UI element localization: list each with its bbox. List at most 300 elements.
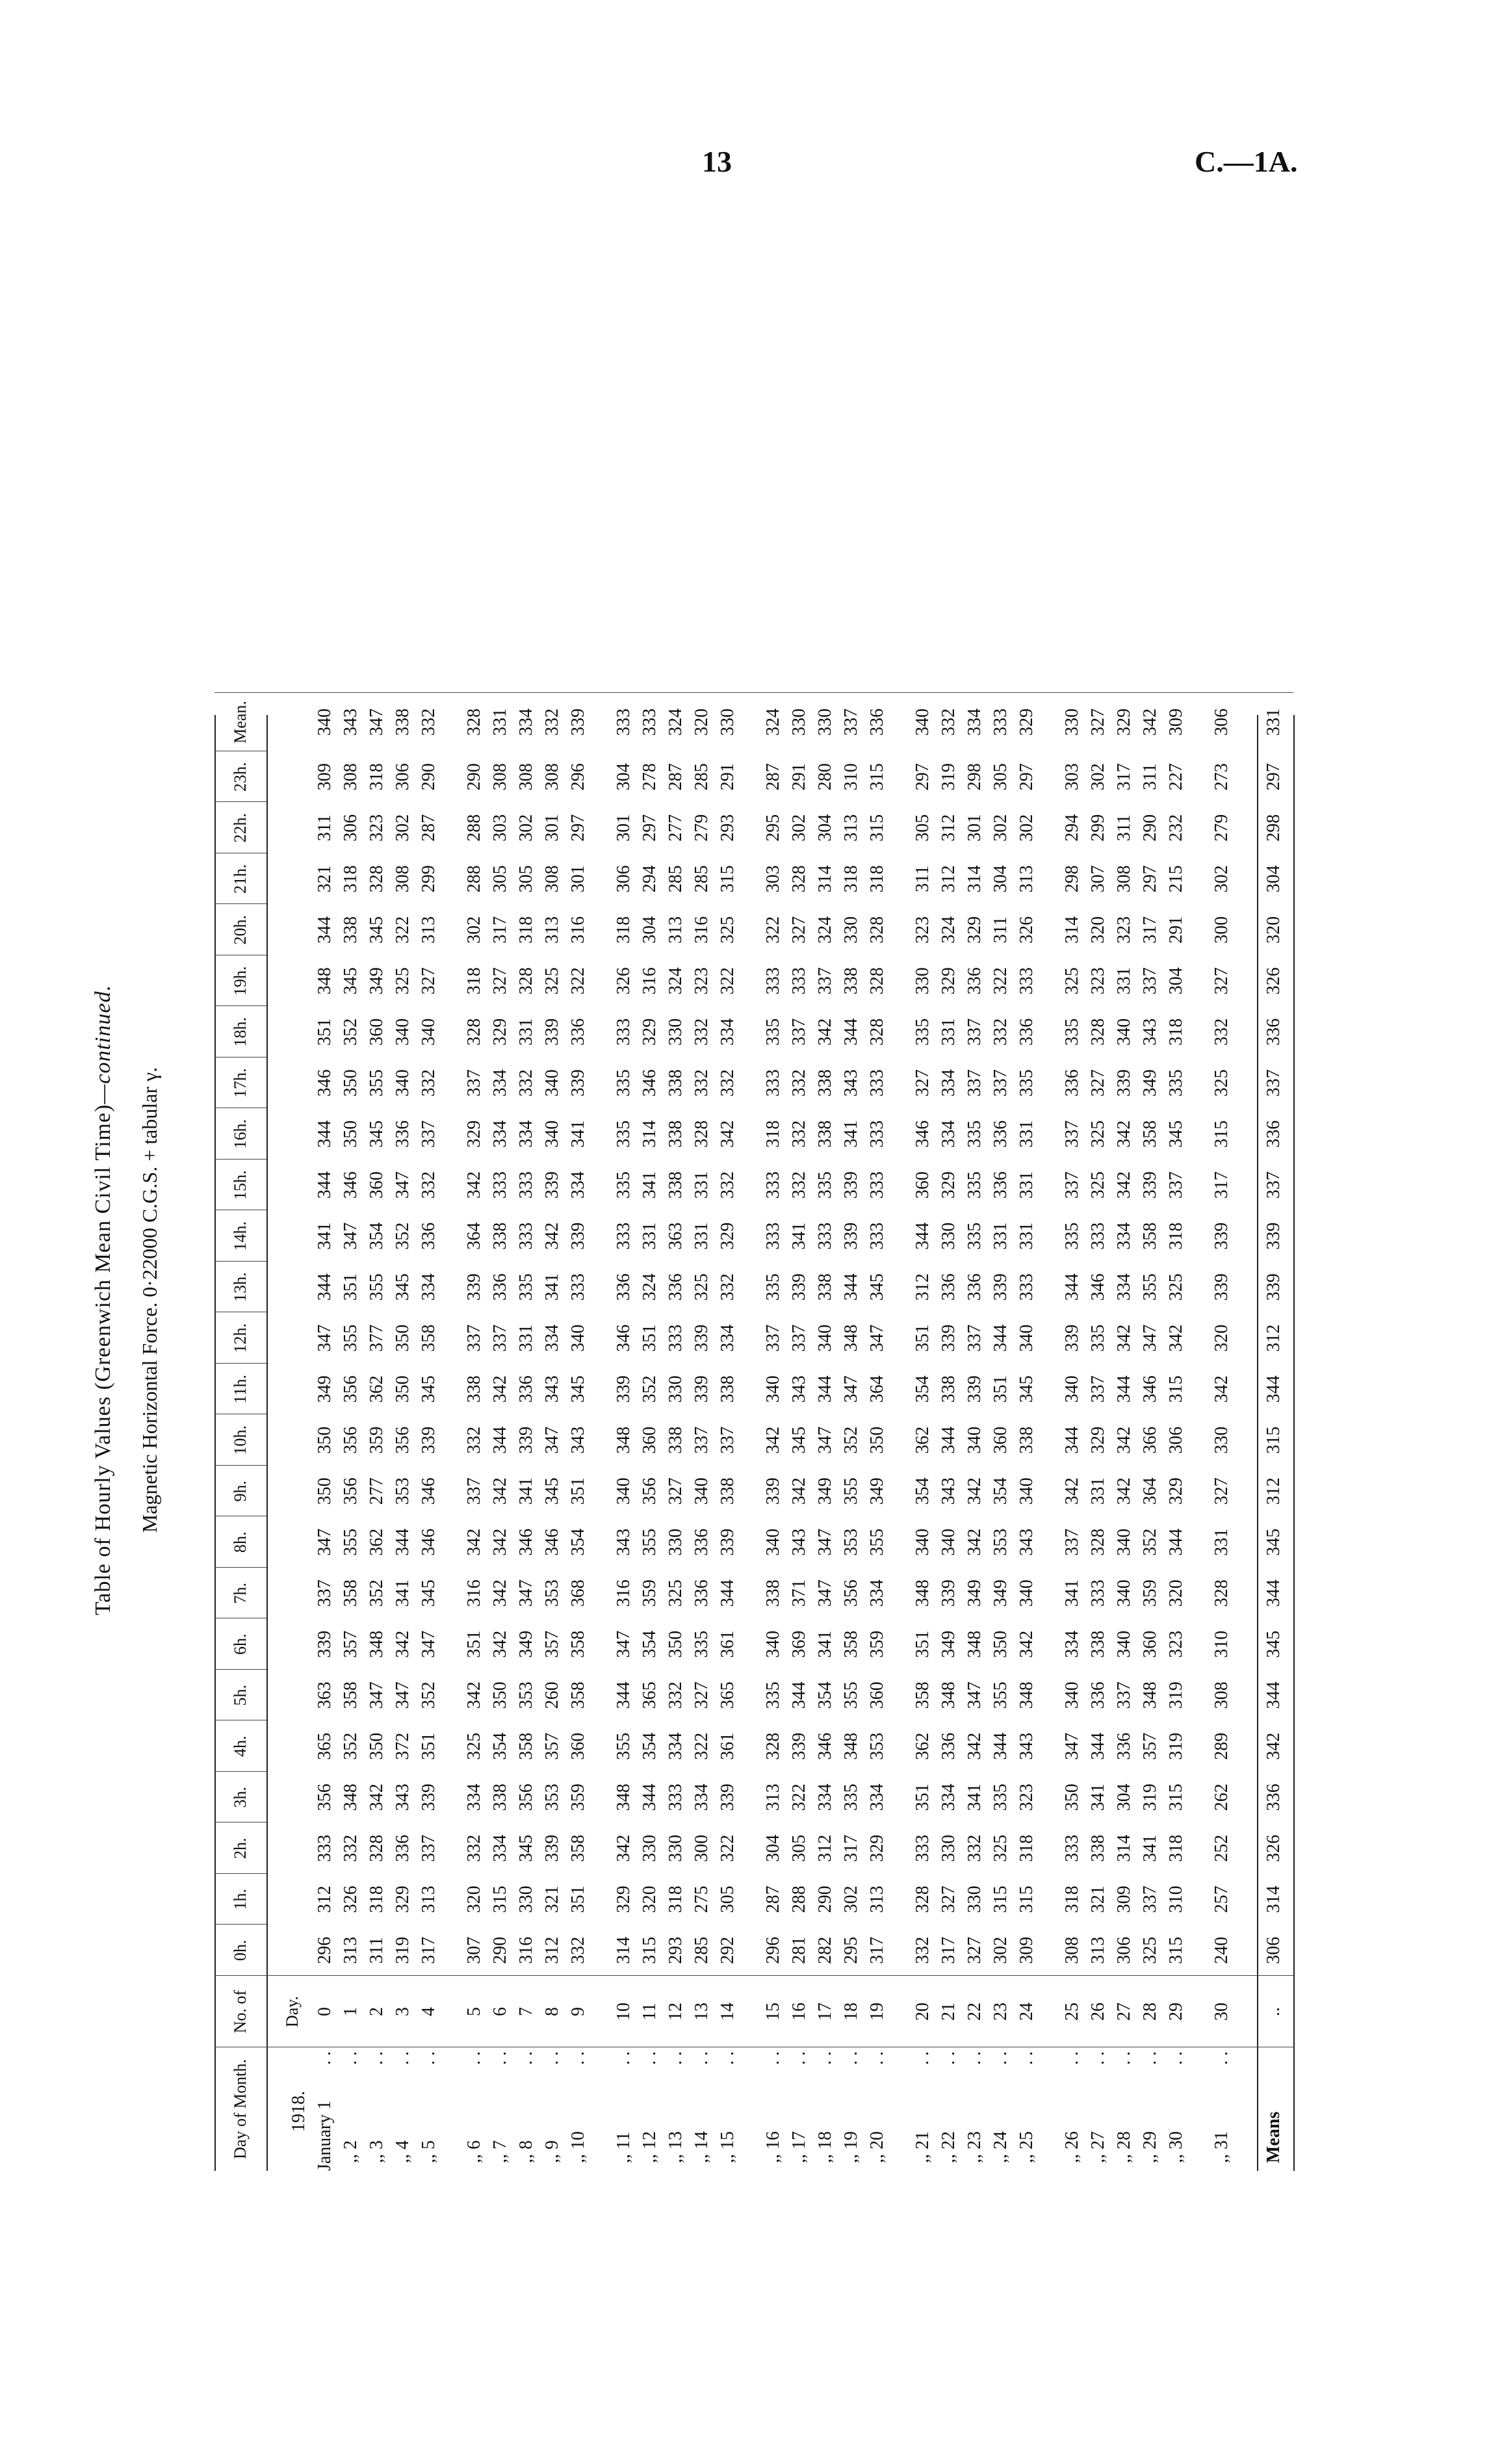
table-cell: 342 (464, 1681, 484, 1709)
means-cell: 297 (1263, 763, 1284, 791)
leader-dots: . . (913, 2051, 933, 2065)
table-cell: 346 (341, 1171, 361, 1199)
table-cell: 342 (1114, 1426, 1134, 1454)
table-cell: 333 (315, 1834, 335, 1862)
table-cell: 349 (867, 1477, 887, 1505)
table-cell: 341 (789, 1222, 809, 1250)
column-header: 8h. (231, 1531, 250, 1553)
column-header: 15h. (231, 1170, 250, 1200)
table-cell: 344 (315, 1171, 335, 1199)
table-cell: 355 (367, 1069, 387, 1097)
table-cell: 315 (991, 1886, 1011, 1913)
table-cell: 364 (1140, 1477, 1160, 1505)
table-cell: 333 (763, 1222, 783, 1250)
leader-dots: . . (1088, 2051, 1108, 2065)
table-cell: 321 (1088, 1886, 1108, 1913)
table-cell: 301 (542, 814, 562, 842)
table-cell: 344 (1114, 1375, 1134, 1403)
table-cell: 356 (393, 1426, 413, 1454)
column-header: No. of Day. (231, 1990, 302, 2034)
table-cell: 351 (913, 1630, 933, 1658)
table-cell: 329 (640, 1018, 660, 1046)
table-cell: 332 (692, 1069, 712, 1097)
table-cell: 347 (341, 1222, 361, 1250)
leader-dots: . . (367, 2051, 387, 2065)
column-header: 10h. (231, 1425, 250, 1455)
table-cell: 355 (614, 1732, 634, 1760)
table-cell: 330 (640, 1834, 660, 1862)
table-cell: 287 (419, 814, 439, 842)
means-cell: 336 (1263, 1120, 1284, 1148)
table-cell: 347 (315, 1528, 335, 1556)
table-cell: 349 (367, 967, 387, 995)
table-cell: 340 (1016, 1477, 1037, 1505)
table-cell: 303 (1062, 763, 1082, 791)
table-cell: 323 (1114, 916, 1134, 944)
table-cell: 336 (1088, 1681, 1108, 1709)
table-cell: 303 (763, 865, 783, 893)
table-cell: 334 (939, 1783, 959, 1811)
table-cell: 320 (1088, 916, 1108, 944)
table-cell: 329 (1114, 708, 1134, 736)
table-cell: 315 (640, 1936, 660, 1964)
means-cell: 336 (1263, 1783, 1284, 1811)
table-cell: 275 (692, 1886, 712, 1913)
table-cell: 344 (1166, 1528, 1186, 1556)
table-cell: 285 (692, 1936, 712, 1964)
table-cell: 336 (991, 1171, 1011, 1199)
table-cell: 345 (419, 1375, 439, 1403)
table-cell: 348 (841, 1732, 861, 1760)
table-cell: 302 (1211, 865, 1232, 893)
table-cell: 353 (516, 1681, 536, 1709)
table-cell: 358 (341, 1681, 361, 1709)
table-cell: 334 (542, 1324, 562, 1352)
table-cell: 309 (1016, 1936, 1037, 1964)
table-cell: 329 (490, 1018, 510, 1046)
table-cell: 324 (640, 1273, 660, 1301)
table-cell: 351 (341, 1273, 361, 1301)
table-cell: 313 (867, 1886, 887, 1913)
table-cell: 347 (367, 1681, 387, 1709)
table-cell: 354 (490, 1732, 510, 1760)
table-cell: 338 (841, 967, 861, 995)
table-cell: 337 (965, 1018, 985, 1046)
table-cell: 338 (341, 916, 361, 944)
table-cell: 294 (640, 865, 660, 893)
table-cell: 355 (640, 1528, 660, 1556)
table-cell: 342 (815, 1018, 835, 1046)
table-cell: 344 (1062, 1273, 1082, 1301)
table-cell: 277 (367, 1477, 387, 1505)
leader-dots: . . (568, 2051, 588, 2065)
table-cell: 334 (419, 1273, 439, 1301)
table-cell: 290 (464, 763, 484, 791)
table-cell: 327 (913, 1069, 933, 1097)
table-cell: 326 (614, 967, 634, 995)
leader-dots: . . (341, 2051, 361, 2065)
table-cell: 333 (666, 1324, 686, 1352)
column-header: 1h. (231, 1889, 250, 1910)
vertical-rule (214, 1822, 266, 1823)
table-cell: 333 (568, 1273, 588, 1301)
day-number: 28 (1140, 2003, 1160, 2021)
table-cell: 336 (490, 1273, 510, 1301)
table-cell: 335 (841, 1783, 861, 1811)
leader-dots: . . (718, 2051, 738, 2065)
table-cell: 333 (490, 1171, 510, 1199)
leader-dots: . . (393, 2051, 413, 2065)
table-cell: 336 (516, 1375, 536, 1403)
table-cell: 317 (1114, 763, 1134, 791)
table-cell: 302 (393, 814, 413, 842)
vertical-rule (214, 1159, 266, 1160)
table-cell: 326 (341, 1886, 361, 1913)
table-cell: 307 (464, 1936, 484, 1964)
table-cell: 343 (841, 1069, 861, 1097)
table-cell: 338 (718, 1477, 738, 1505)
table-cell: 342 (490, 1579, 510, 1607)
table-cell: 297 (568, 814, 588, 842)
table-cell: 331 (1016, 1120, 1037, 1148)
table-cell: 337 (965, 1069, 985, 1097)
table-cell: 346 (419, 1477, 439, 1505)
table-cell: 333 (614, 1018, 634, 1046)
table-cell: 332 (419, 1171, 439, 1199)
table-cell: 302 (1088, 763, 1108, 791)
table-cell: 337 (841, 708, 861, 736)
table-cell: 329 (718, 1222, 738, 1250)
table-cell: 337 (718, 1426, 738, 1454)
table-cell: 342 (1114, 1171, 1134, 1199)
table-cell: 341 (1088, 1783, 1108, 1811)
means-label: Means (1263, 2111, 1284, 2163)
table-cell: 336 (965, 967, 985, 995)
table-cell: 340 (419, 1018, 439, 1046)
table-cell: 311 (1140, 763, 1160, 790)
leader-dots: . . (419, 2051, 439, 2065)
table-cell: 332 (516, 1069, 536, 1097)
table-cell: 333 (1016, 1273, 1037, 1301)
table-cell: 342 (490, 1477, 510, 1505)
table-cell: 356 (341, 1375, 361, 1403)
table-cell: 342 (1016, 1630, 1037, 1658)
table-cell: 338 (490, 1222, 510, 1250)
table-cell: 300 (692, 1834, 712, 1862)
table-cell: 325 (542, 967, 562, 995)
table-cell: 355 (341, 1324, 361, 1352)
table-cell: 347 (393, 1171, 413, 1199)
table-cell: 335 (1062, 1018, 1082, 1046)
means-cell: 337 (1263, 1171, 1284, 1199)
table-cell: 334 (516, 708, 536, 736)
table-cell: 338 (666, 1426, 686, 1454)
table-cell: 340 (1062, 1681, 1082, 1709)
vertical-rule (214, 1363, 266, 1364)
table-cell: 349 (991, 1579, 1011, 1607)
table-cell: 279 (692, 814, 712, 842)
table-cell: 339 (991, 1273, 1011, 1301)
table-cell: 314 (965, 865, 985, 893)
table-cell: 344 (640, 1783, 660, 1811)
table-cell: 320 (1211, 1324, 1232, 1352)
table-cell: 316 (614, 1579, 634, 1607)
table-cell: 327 (1088, 1069, 1108, 1097)
day-number: 23 (991, 2003, 1011, 2021)
column-header: 20h. (231, 915, 250, 945)
table-cell: 335 (614, 1171, 634, 1199)
table-cell: 314 (1062, 916, 1082, 944)
table-cell: 339 (419, 1426, 439, 1454)
table-cell: 344 (939, 1426, 959, 1454)
table-cell: 296 (763, 1936, 783, 1964)
table-cell: 336 (692, 1528, 712, 1556)
table-cell: 333 (614, 708, 634, 736)
table-cell: 358 (841, 1630, 861, 1658)
means-cell: 345 (1263, 1528, 1284, 1556)
table-cell: 299 (1088, 814, 1108, 842)
table-cell: 292 (718, 1936, 738, 1964)
vertical-rule (214, 1975, 266, 1976)
table-cell: 338 (718, 1375, 738, 1403)
table-cell: 320 (464, 1886, 484, 1913)
table-cell: 309 (315, 763, 335, 791)
table-cell: 337 (464, 1324, 484, 1352)
table-cell: 282 (815, 1936, 835, 1964)
table-cell: 337 (490, 1324, 510, 1352)
table-cell: 333 (516, 1222, 536, 1250)
table-cell: 339 (763, 1477, 783, 1505)
table-cell: 339 (1211, 1222, 1232, 1250)
table-cell: 332 (718, 1069, 738, 1097)
table-cell: 340 (542, 1069, 562, 1097)
table-cell: 328 (516, 967, 536, 995)
table-cell: 334 (1062, 1630, 1082, 1658)
table-cell: 353 (542, 1783, 562, 1811)
column-header: 17h. (231, 1068, 250, 1098)
table-cell: 346 (640, 1069, 660, 1097)
means-cell: 339 (1263, 1273, 1284, 1301)
table-cell: 362 (367, 1375, 387, 1403)
table-cell: 350 (367, 1732, 387, 1760)
table-cell: 355 (841, 1477, 861, 1505)
table-cell: 313 (419, 916, 439, 944)
table-cell: 359 (1140, 1579, 1160, 1607)
table-cell: 328 (789, 865, 809, 893)
table-cell: 333 (867, 1222, 887, 1250)
column-header: 19h. (231, 966, 250, 996)
table-cell: 333 (614, 1222, 634, 1250)
table-cell: 318 (1062, 1886, 1082, 1913)
table-cell: 360 (913, 1171, 933, 1199)
table-cell: 338 (1088, 1630, 1108, 1658)
table-cell: 334 (490, 1120, 510, 1148)
table-cell: 352 (1140, 1528, 1160, 1556)
table-cell: 344 (1062, 1426, 1082, 1454)
table-cell: 358 (1140, 1222, 1160, 1250)
table-cell: 358 (913, 1681, 933, 1709)
table-cell: 340 (1016, 1579, 1037, 1607)
means-cell: 326 (1263, 1834, 1284, 1862)
table-cell: 340 (393, 1069, 413, 1097)
table-cell: 340 (1114, 1018, 1134, 1046)
column-header: 22h. (231, 813, 250, 843)
table-cell: 362 (913, 1426, 933, 1454)
table-cell: 359 (640, 1579, 660, 1607)
table-cell: 317 (939, 1936, 959, 1964)
table-cell: 333 (640, 708, 660, 736)
table-cell: 340 (692, 1477, 712, 1505)
table-cell: 327 (666, 1477, 686, 1505)
table-cell: 344 (913, 1222, 933, 1250)
day-of-month: ,, 31 (1211, 2131, 1232, 2163)
table-cell: 324 (666, 967, 686, 995)
table-cell: 315 (1166, 1375, 1186, 1403)
table-cell: 281 (789, 1936, 809, 1964)
table-cell: 330 (666, 1834, 686, 1862)
table-cell: 344 (718, 1579, 738, 1607)
table-cell: 330 (666, 1018, 686, 1046)
table-cell: 339 (542, 1834, 562, 1862)
table-cell: 334 (568, 1171, 588, 1199)
table-cell: 348 (939, 1681, 959, 1709)
table-cell: 288 (464, 865, 484, 893)
means-cell: 306 (1263, 1936, 1284, 1964)
table-cell: 334 (867, 1783, 887, 1811)
table-cell: 302 (991, 1936, 1011, 1964)
table-cell: 337 (1166, 1171, 1186, 1199)
table-cell: 342 (965, 1477, 985, 1505)
table-cell: 339 (965, 1375, 985, 1403)
table-cell: 354 (913, 1477, 933, 1505)
table-cell: 319 (1166, 1732, 1186, 1760)
day-of-month: ,, 5 (419, 2140, 439, 2163)
table-cell: 318 (1166, 1222, 1186, 1250)
table-cell: 325 (718, 916, 738, 944)
table-cell: 329 (1088, 1426, 1108, 1454)
table-cell: 291 (789, 763, 809, 791)
table-cell: 350 (1062, 1783, 1082, 1811)
table-cell: 302 (516, 814, 536, 842)
table-cell: 347 (542, 1426, 562, 1454)
day-of-month: ,, 29 (1140, 2131, 1160, 2163)
table-cell: 327 (1211, 1477, 1232, 1505)
table-cell: 339 (718, 1783, 738, 1811)
vertical-rule (214, 904, 266, 905)
table-cell: 334 (464, 1783, 484, 1811)
day-of-month: ,, 4 (393, 2140, 413, 2163)
table-cell: 336 (393, 1120, 413, 1148)
table-cell: 359 (367, 1426, 387, 1454)
table-cell: 344 (315, 916, 335, 944)
table-cell: 364 (464, 1222, 484, 1250)
table-cell: 345 (341, 967, 361, 995)
table-cell: 348 (965, 1630, 985, 1658)
table-cell: 354 (640, 1630, 660, 1658)
table-cell: 371 (789, 1579, 809, 1607)
means-cell: 344 (1263, 1375, 1284, 1403)
table-cell: 353 (841, 1528, 861, 1556)
table-cell: 362 (367, 1528, 387, 1556)
table-cell: 313 (841, 814, 861, 842)
table-cell: 325 (1166, 1273, 1186, 1301)
day-of-month: ,, 10 (568, 2131, 588, 2163)
table-cell: 337 (464, 1477, 484, 1505)
table-cell: 340 (939, 1528, 959, 1556)
table-cell: 339 (692, 1375, 712, 1403)
table-cell: 341 (315, 1222, 335, 1250)
table-cell: 308 (516, 763, 536, 791)
table-cell: 325 (666, 1579, 686, 1607)
table-cell: 328 (867, 967, 887, 995)
day-of-month: ,, 25 (1016, 2131, 1037, 2163)
table-cell: 333 (763, 1069, 783, 1097)
table-cell: 311 (1114, 814, 1134, 842)
table-cell: 343 (542, 1375, 562, 1403)
table-cell: 347 (867, 1324, 887, 1352)
table-cell: 350 (393, 1324, 413, 1352)
table-cell: 348 (614, 1783, 634, 1811)
table-cell: 342 (490, 1375, 510, 1403)
table-cell: 260 (542, 1681, 562, 1709)
table-cell: 288 (789, 1886, 809, 1913)
leader-dots: . . (815, 2051, 835, 2065)
table-cell: 326 (1016, 916, 1037, 944)
table-cell: 340 (614, 1477, 634, 1505)
table-cell: 304 (640, 916, 660, 944)
table-cell: 330 (718, 708, 738, 736)
leader-dots: . . (666, 2051, 686, 2065)
table-cell: 353 (991, 1528, 1011, 1556)
table-cell: 352 (341, 1018, 361, 1046)
table-cell: 343 (1016, 1732, 1037, 1760)
table-cell: 306 (393, 763, 413, 791)
table-cell: 293 (666, 1936, 686, 1964)
table-cell: 285 (692, 865, 712, 893)
table-cell: 327 (789, 916, 809, 944)
table-cell: 345 (1016, 1375, 1037, 1403)
means-cell: 336 (1263, 1018, 1284, 1046)
table-cell: 306 (1114, 1936, 1134, 1964)
table-cell: 352 (841, 1426, 861, 1454)
horizontal-rule (1293, 715, 1295, 2171)
table-cell: 329 (1166, 1477, 1186, 1505)
table-cell: 334 (718, 1018, 738, 1046)
day-of-month: ,, 2 (341, 2140, 361, 2163)
table-cell: 313 (1088, 1936, 1108, 1964)
table-cell: 347 (815, 1528, 835, 1556)
table-cell: 345 (419, 1579, 439, 1607)
table-cell: 318 (1016, 1834, 1037, 1862)
table-cell: 339 (419, 1783, 439, 1811)
table-cell: 297 (1140, 865, 1160, 893)
table-cell: 313 (666, 916, 686, 944)
table-cell: 349 (965, 1579, 985, 1607)
table-cell: 329 (867, 1834, 887, 1862)
table-cell: 316 (568, 916, 588, 944)
table-cell: 341 (965, 1783, 985, 1811)
day-of-month: ,, 20 (867, 2131, 887, 2163)
table-cell: 338 (815, 1120, 835, 1148)
column-header: 16h. (231, 1119, 250, 1149)
table-cell: 328 (763, 1732, 783, 1760)
table-cell: 358 (568, 1630, 588, 1658)
day-number: 14 (718, 2003, 738, 2021)
table-cell: 335 (1016, 1069, 1037, 1097)
table-cell: 335 (1062, 1222, 1082, 1250)
table-cell: 334 (490, 1834, 510, 1862)
table-cell: 323 (1088, 967, 1108, 995)
